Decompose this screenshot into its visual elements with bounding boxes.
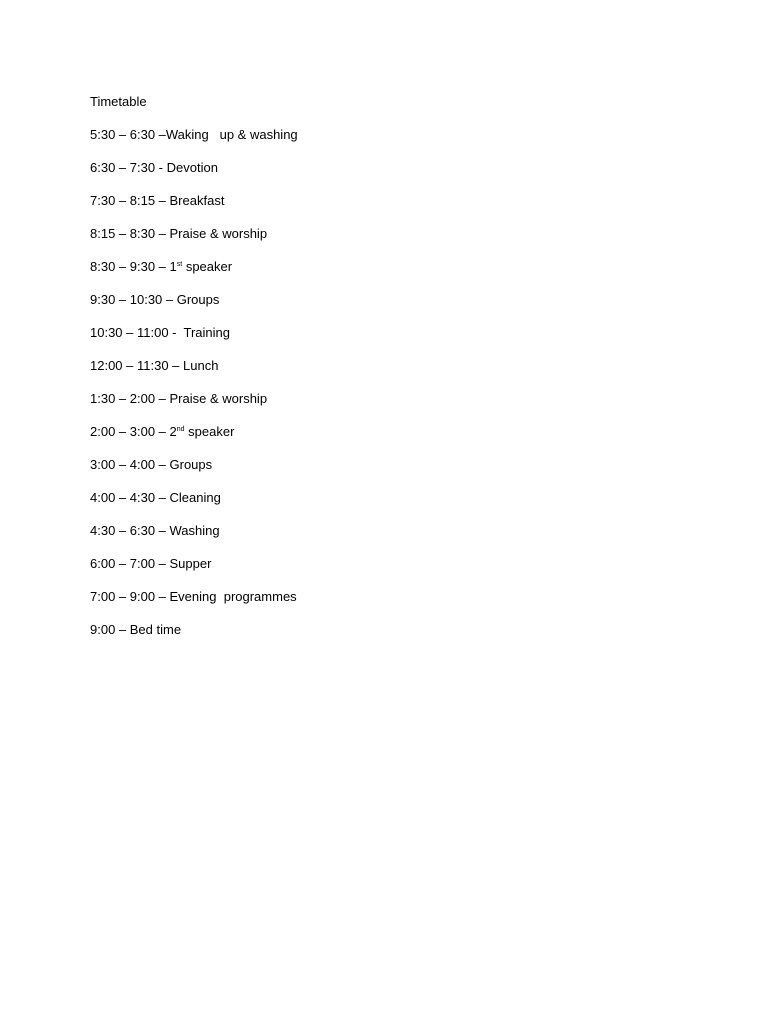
schedule-line: 1:30 – 2:00 – Praise & worship xyxy=(90,391,268,406)
schedule-line xyxy=(90,258,690,275)
schedule-line: 10:30 – 11:00 - Training xyxy=(90,325,230,340)
schedule-line: 8:15 – 8:30 – Praise & worship xyxy=(90,226,268,241)
schedule-line: 3:00 – 4:00 – Groups xyxy=(90,457,213,472)
document-title: Timetable xyxy=(90,94,147,109)
schedule-line: 9:00 – Bed time xyxy=(90,622,182,637)
schedule-line-text: speaker xyxy=(182,259,233,274)
schedule-line: 6:30 – 7:30 - Devotion xyxy=(90,160,218,175)
schedule-line: 12:00 – 11:30 – Lunch xyxy=(90,358,219,373)
document-body xyxy=(90,93,690,654)
schedule-line-text: 2:00 – 3:00 – 2 xyxy=(90,424,177,439)
schedule-line: 4:30 – 6:30 – Washing xyxy=(90,523,220,538)
ordinal-suffix: st xyxy=(176,261,183,268)
schedule-line: 7:30 – 8:15 – Breakfast xyxy=(90,193,225,208)
schedule-line: 9:30 – 10:30 – Groups xyxy=(90,292,220,307)
schedule-line: 6:00 – 7:00 – Supper xyxy=(90,556,212,571)
schedule-line: 5:30 – 6:30 –Waking up & washing xyxy=(90,127,298,142)
ordinal-suffix: nd xyxy=(176,426,185,433)
schedule-line: 7:00 – 9:00 – Evening programmes xyxy=(90,589,297,604)
schedule-line xyxy=(90,423,690,440)
schedule-line-text: 8:30 – 9:30 – 1 xyxy=(90,259,177,274)
schedule-line-text: speaker xyxy=(184,424,235,439)
schedule-line: 4:00 – 4:30 – Cleaning xyxy=(90,490,221,505)
